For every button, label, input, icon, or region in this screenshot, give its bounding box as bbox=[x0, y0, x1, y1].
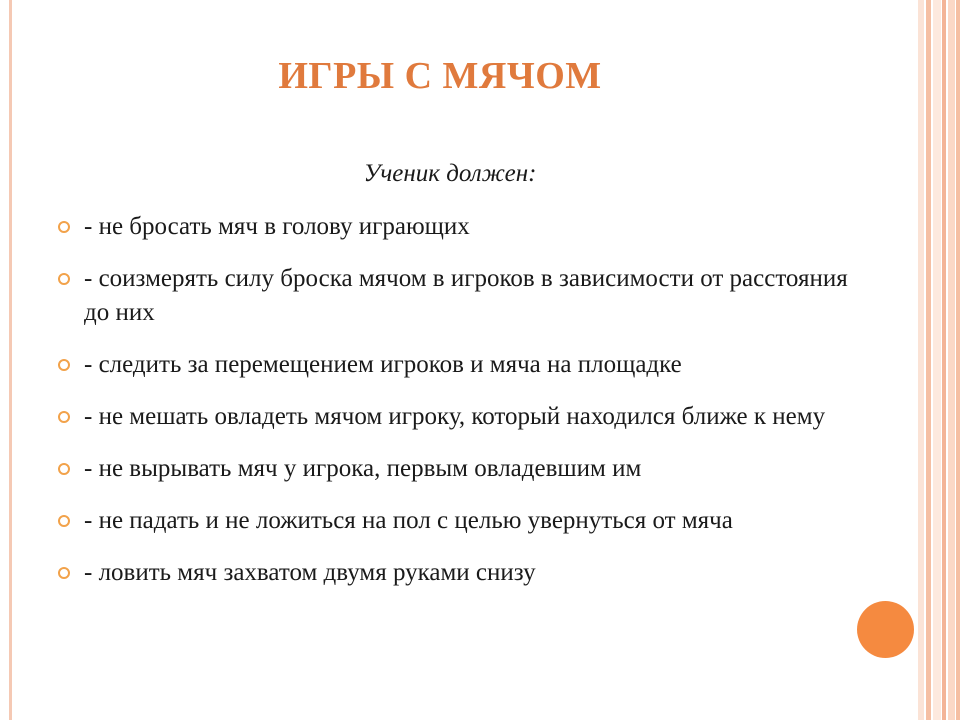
right-stripe bbox=[926, 0, 931, 720]
ring-bullet-icon bbox=[58, 411, 70, 423]
ring-bullet-icon bbox=[58, 567, 70, 579]
list-item bbox=[58, 210, 858, 244]
list-item bbox=[58, 262, 858, 330]
slide-subtitle: Ученик должен: bbox=[363, 160, 537, 187]
ring-bullet-icon bbox=[58, 515, 70, 527]
ring-bullet-icon bbox=[58, 463, 70, 475]
ring-bullet-icon bbox=[58, 221, 70, 233]
slide-title: ИГРЫ С МЯЧОМ bbox=[278, 55, 602, 97]
ring-bullet-icon bbox=[58, 273, 70, 285]
list-item-text: - следить за перемещением игроков и мяча на площадке bbox=[84, 351, 682, 378]
list-item bbox=[58, 504, 858, 538]
list-item-text: - не падать и не ложиться на пол с целью увернуться от мяча bbox=[84, 507, 733, 534]
list-item-text: - соизмерять силу броска мячом в игроков в зависимости от расстояния до них bbox=[84, 265, 848, 326]
list-item bbox=[58, 556, 858, 590]
rules-list bbox=[58, 210, 858, 608]
list-item bbox=[58, 400, 858, 434]
decorative-circle-icon bbox=[857, 601, 914, 658]
right-stripe bbox=[942, 0, 946, 720]
list-item bbox=[58, 348, 858, 382]
list-item-text: - ловить мяч захватом двумя руками снизу bbox=[84, 559, 536, 586]
ring-bullet-icon bbox=[58, 359, 70, 371]
right-stripe bbox=[933, 0, 941, 720]
right-stripe bbox=[918, 0, 924, 720]
left-border-line bbox=[9, 0, 12, 720]
right-stripe bbox=[956, 0, 960, 720]
right-stripe bbox=[948, 0, 955, 720]
list-item-text: - не бросать мяч в голову играющих bbox=[84, 213, 470, 240]
list-item-text: - не вырывать мяч у игрока, первым овладевшим им bbox=[84, 455, 642, 482]
list-item-text: - не мешать овладеть мячом игроку, который находился ближе к нему bbox=[84, 403, 826, 430]
list-item bbox=[58, 452, 858, 486]
